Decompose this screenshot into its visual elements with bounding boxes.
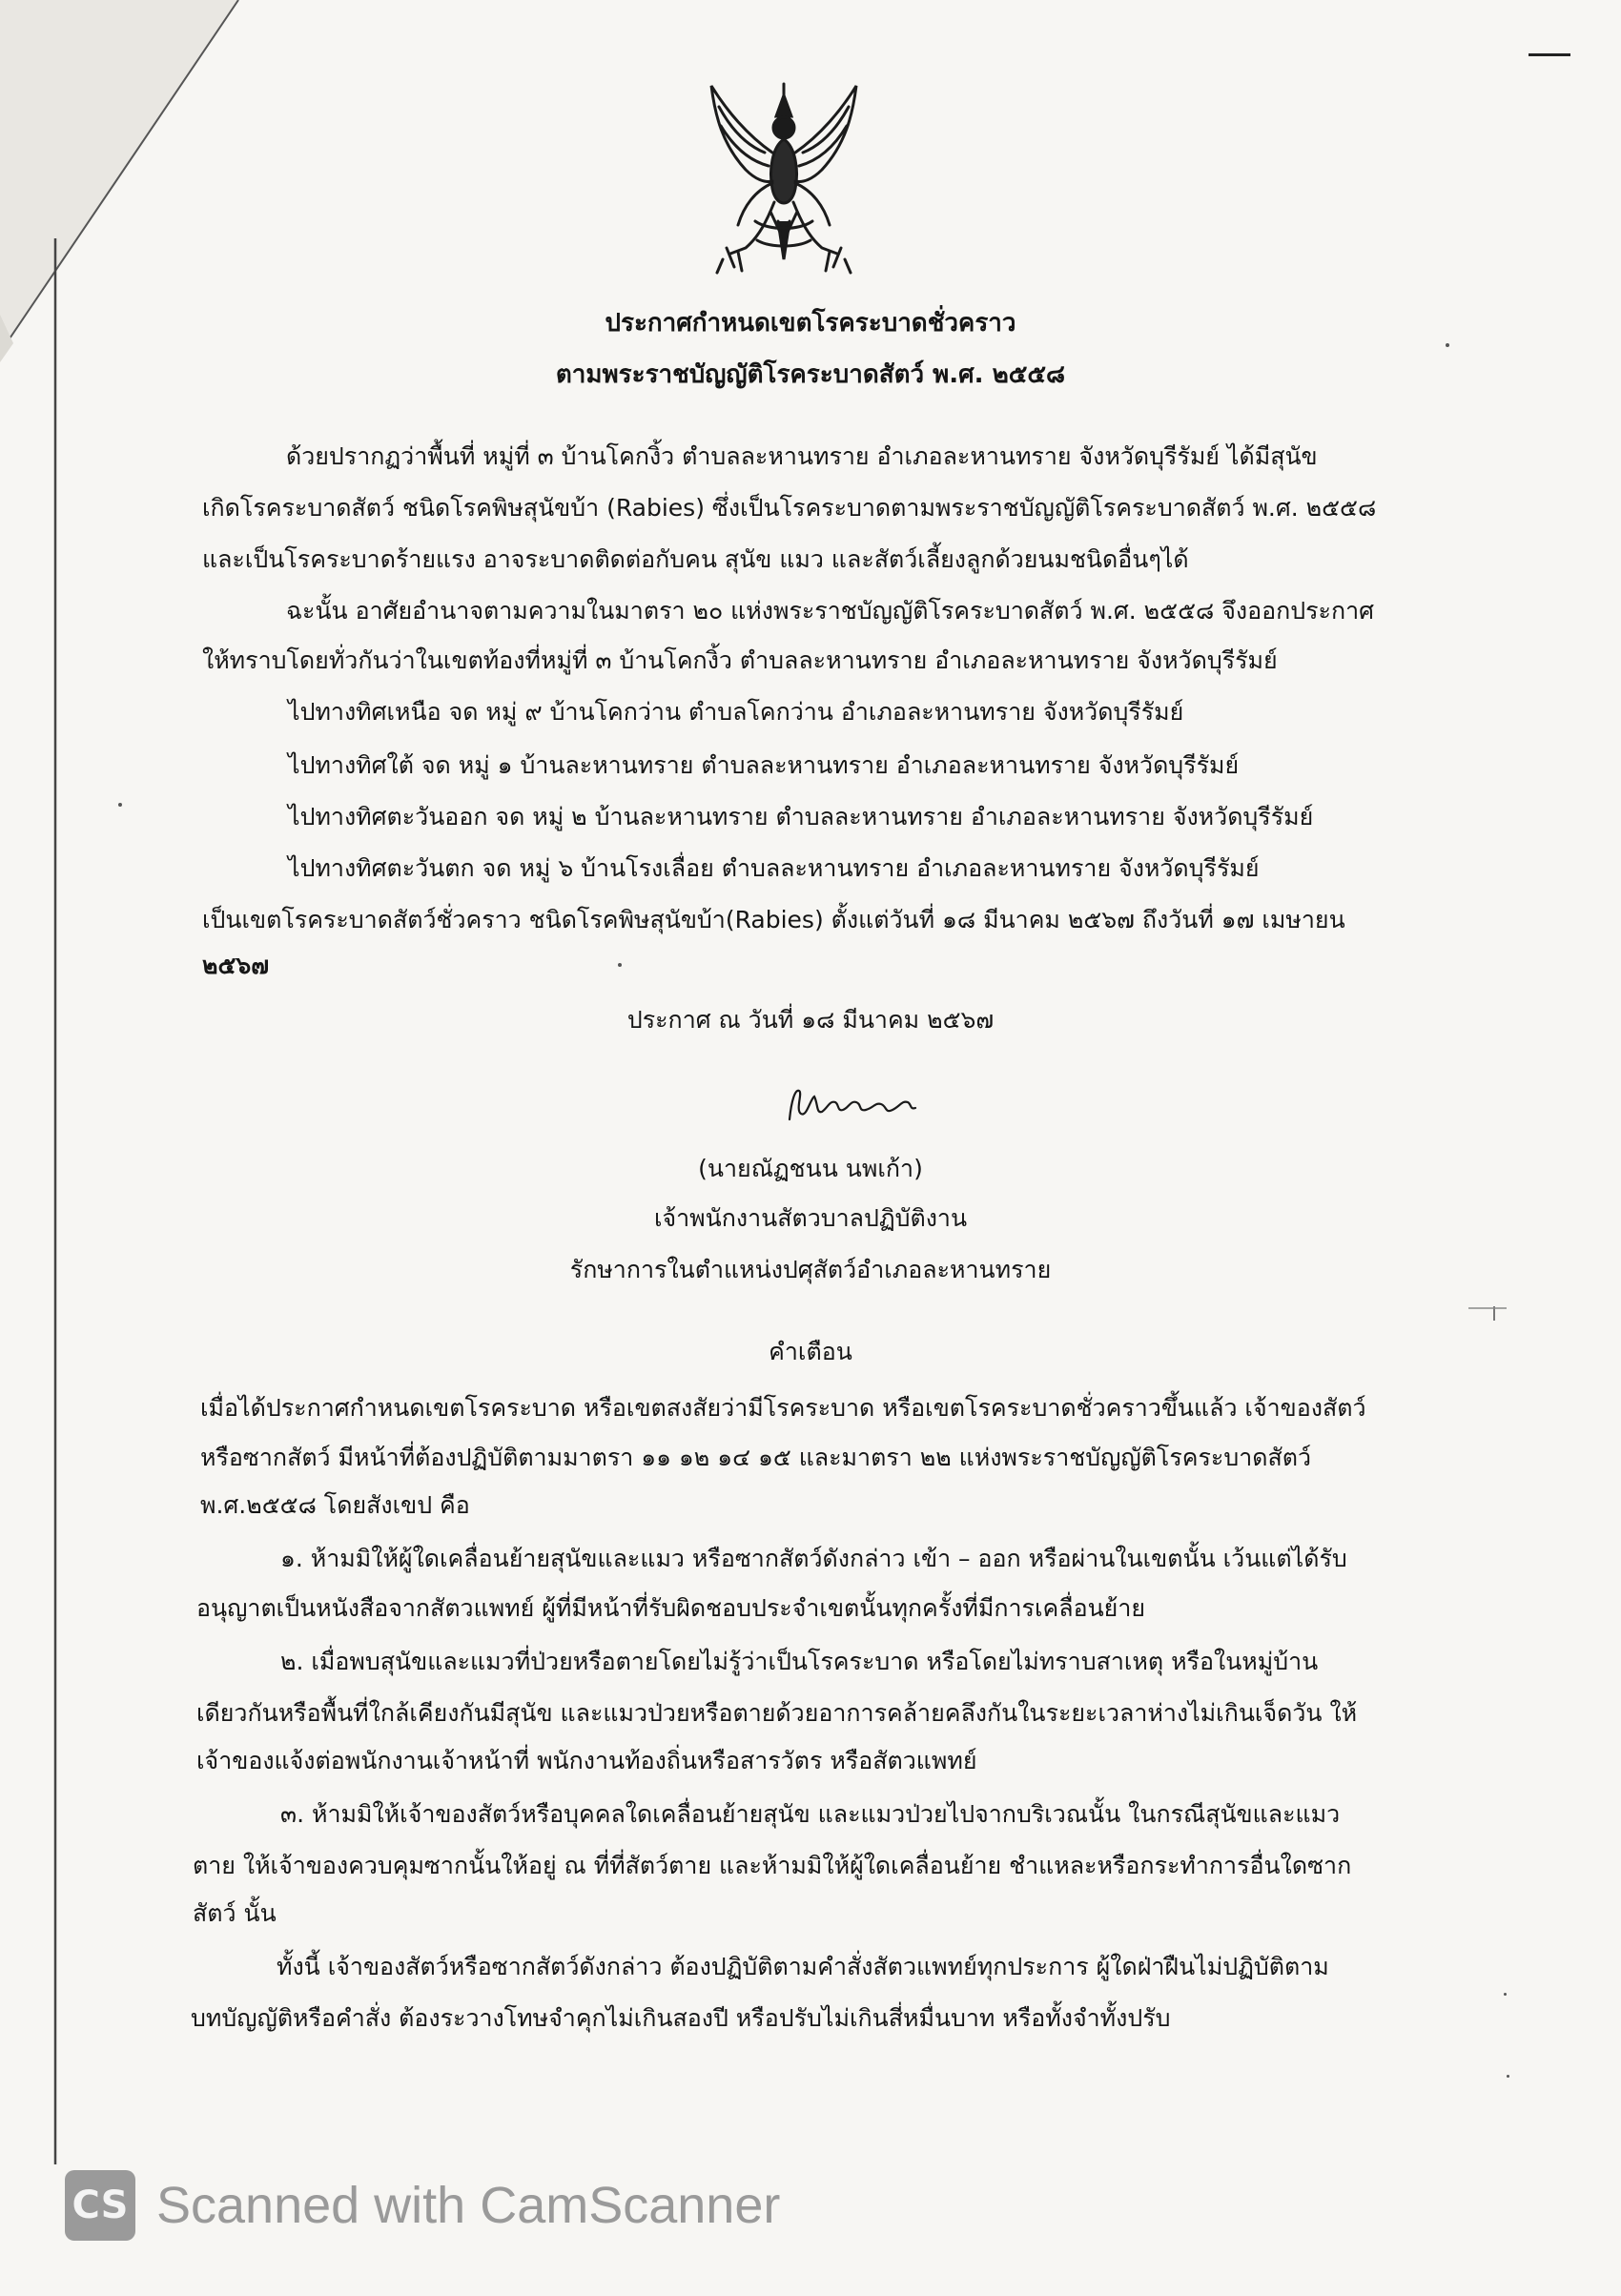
body-line: และเป็นโรคระบาดร้ายแรง อาจระบาดติดต่อกับคน สุนัข แมว และสัตว์เลี้ยงลูกด้วยนมชนิดอื่นๆได้ bbox=[202, 545, 1189, 573]
body-line: ๒๕๖๗ bbox=[202, 952, 270, 979]
warning-line: อนุญาตเป็นหนังสือจากสัตวแพทย์ ผู้ที่มีหน้าที่รับผิดชอบประจำเขตนั้นทุกครั้งที่มีการเคลื่อนย้าย bbox=[196, 1594, 1146, 1622]
warning-line: เมื่อได้ประกาศกำหนดเขตโรคระบาด หรือเขตสงสัยว่ามีโรคระบาด หรือเขตโรคระบาดชั่วคราวขึ้นแล้ว เจ้าของสัตว์ bbox=[200, 1394, 1366, 1422]
body-line: เกิดโรคระบาดสัตว์ ชนิดโรคพิษสุนัขบ้า (Rabies) ซึ่งเป็นโรคระบาดตามพระราชบัญญัติโรคระบาดสัตว์ พ.ศ. ๒๕๕๘ bbox=[202, 494, 1377, 522]
warning-line: พ.ศ.๒๕๕๘ โดยสังเขป คือ bbox=[200, 1491, 470, 1519]
warning-penalty: ทั้งนี้ เจ้าของสัตว์หรือซากสัตว์ดังกล่าว ต้องปฏิบัติตามคำสั่งสัตวแพทย์ทุกประการ ผู้ใดฝ่าฝืนไม่ปฏิบัติตาม bbox=[277, 1953, 1329, 1980]
boundary-west: ไปทางทิศตะวันตก จด หมู่ ๖ บ้านโรงเลื่อย ตำบลละหานทราย อำเภอละหานทราย จังหวัดบุรีรัมย์ bbox=[288, 854, 1260, 882]
warning-line: เจ้าของแจ้งต่อพนักงานเจ้าหน้าที่ พนักงานท้องถิ่นหรือสารวัตร หรือสัตวแพทย์ bbox=[196, 1747, 977, 1774]
signatory-acting-position: รักษาการในตำแหน่งปศุสัตว์อำเภอละหานทราย bbox=[569, 1256, 1052, 1283]
camscanner-text: Scanned with CamScanner bbox=[156, 2177, 781, 2234]
boundary-north: ไปทางทิศเหนือ จด หมู่ ๙ บ้านโคกว่าน ตำบลโคกว่าน อำเภอละหานทราย จังหวัดบุรีรัมย์ bbox=[288, 698, 1184, 726]
warning-item-1: ๑. ห้ามมิให้ผู้ใดเคลื่อนย้ายสุนัขและแมว หรือซากสัตว์ดังกล่าว เข้า – ออก หรือผ่านในเขตนั้น เว้นแต่ได้รับ bbox=[280, 1545, 1347, 1572]
signature-image bbox=[782, 1081, 925, 1129]
warning-line: ตาย ให้เจ้าของควบคุมซากนั้นให้อยู่ ณ ที่ที่สัตว์ตาย และห้ามมิให้ผู้ใดเคลื่อนย้าย ชำแหละหรือกระทำการอื่นใดซาก bbox=[193, 1852, 1352, 1879]
warning-line: สัตว์ นั้น bbox=[193, 1899, 277, 1927]
warning-item-3: ๓. ห้ามมิให้เจ้าของสัตว์หรือบุคคลใดเคลื่อนย้ายสุนัข และแมวป่วยไปจากบริเวณนั้น ในกรณีสุนัขและแมว bbox=[280, 1800, 1341, 1828]
warning-heading: คำเตือน bbox=[769, 1338, 852, 1365]
announcement-subtitle: ตามพระราชบัญญัติโรคระบาดสัตว์ พ.ศ. ๒๕๕๘ bbox=[555, 360, 1066, 389]
signatory-position: เจ้าพนักงานสัตวบาลปฏิบัติงาน bbox=[653, 1204, 968, 1232]
garuda-emblem-icon bbox=[688, 78, 879, 277]
warning-item-2: ๒. เมื่อพบสุนัขและแมวที่ป่วยหรือตายโดยไม่รู้ว่าเป็นโรคระบาด หรือโดยไม่ทราบสาเหตุ หรือในหมู่บ้าน bbox=[280, 1648, 1319, 1675]
body-line: ให้ทราบโดยทั่วกันว่าในเขตท้องที่หมู่ที่ ๓ บ้านโคกงิ้ว ตำบลละหานทราย อำเภอละหานทราย จังหวัดบุรีรัมย์ bbox=[202, 646, 1278, 674]
warning-line: บทบัญญัติหรือคำสั่ง ต้องระวางโทษจำคุกไม่เกินสองปี หรือปรับไม่เกินสี่หมื่นบาท หรือทั้งจำทั้งปรับ bbox=[191, 2004, 1171, 2032]
boundary-south: ไปทางทิศใต้ จด หมู่ ๑ บ้านละหานทราย ตำบลละหานทราย อำเภอละหานทราย จังหวัดบุรีรัมย์ bbox=[288, 751, 1240, 779]
warning-line: หรือซากสัตว์ มีหน้าที่ต้องปฏิบัติตามมาตรา ๑๑ ๑๒ ๑๔ ๑๕ และมาตรา ๒๒ แห่งพระราชบัญญัติโรคระบาดสัตว์ bbox=[200, 1444, 1312, 1471]
body-line: เป็นเขตโรคระบาดสัตว์ชั่วคราว ชนิดโรคพิษสุนัขบ้า(Rabies) ตั้งแต่วันที่ ๑๘ มีนาคม ๒๕๖๗ ถึงวันที่ ๑๗ เมษายน bbox=[202, 906, 1345, 933]
signatory-name: (นายณัฏชนน นพเก้า) bbox=[698, 1155, 923, 1182]
warning-line: เดียวกันหรือพื้นที่ใกล้เคียงกันมีสุนัข และแมวป่วยหรือตายด้วยอาการคล้ายคลึงกันในระยะเวลาห่างไม่เกินเจ็ดวัน ให้ bbox=[196, 1699, 1358, 1727]
body-line: ด้วยปรากฏว่าพื้นที่ หมู่ที่ ๓ บ้านโคกงิ้ว ตำบลละหานทราย อำเภอละหานทราย จังหวัดบุรีรัมย์ ได้มีสุนัข bbox=[286, 442, 1318, 470]
camscanner-logo-icon: CS bbox=[65, 2170, 135, 2241]
boundary-east: ไปทางทิศตะวันออก จด หมู่ ๒ บ้านละหานทราย ตำบลละหานทราย อำเภอละหานทราย จังหวัดบุรีรัมย์ bbox=[288, 803, 1314, 830]
body-line: ฉะนั้น อาศัยอำนาจตามความในมาตรา ๒๐ แห่งพระราชบัญญัติโรคระบาดสัตว์ พ.ศ. ๒๕๕๘ จึงออกประกาศ bbox=[286, 597, 1375, 625]
page-mark bbox=[1529, 53, 1570, 56]
camscanner-watermark bbox=[65, 2170, 780, 2241]
announce-date: ประกาศ ณ วันที่ ๑๘ มีนาคม ๒๕๖๗ bbox=[626, 1006, 995, 1034]
announcement-title: ประกาศกำหนดเขตโรคระบาดชั่วคราว bbox=[605, 309, 1016, 338]
